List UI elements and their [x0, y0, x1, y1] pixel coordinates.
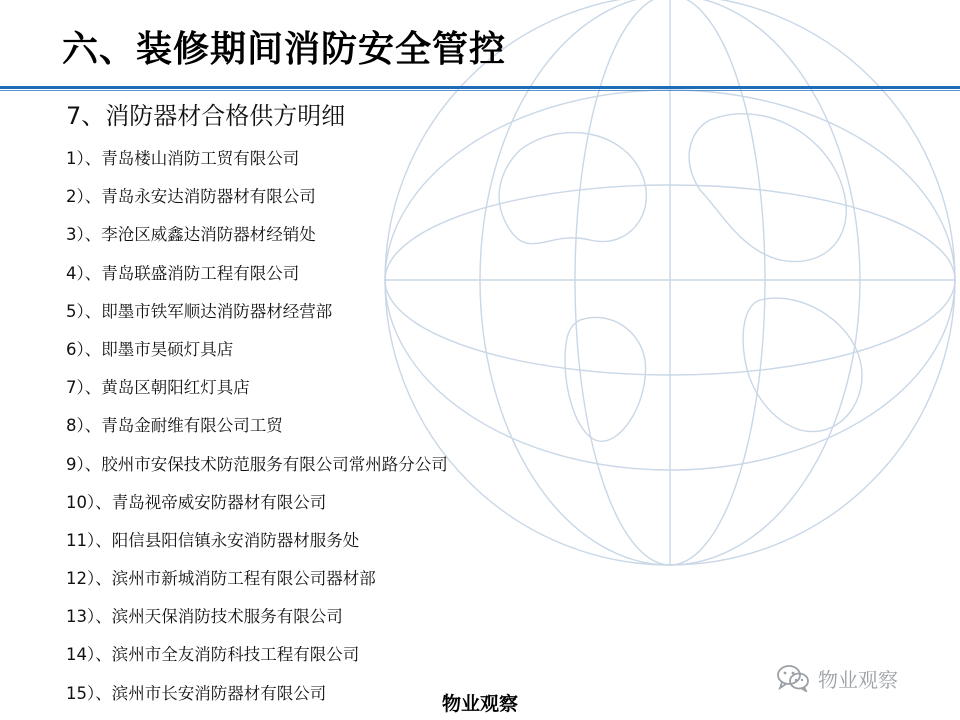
list-item: 4）、青岛联盛消防工程有限公司 — [66, 263, 300, 283]
section-heading: 7、消防器材合格供方明细 — [66, 102, 346, 130]
title-divider-thin — [0, 90, 960, 91]
list-item: 12）、滨州市新城消防工程有限公司器材部 — [66, 569, 376, 589]
list-item: 13）、滨州天保消防技术服务有限公司 — [66, 607, 343, 627]
list-item: 6）、即墨市昊硕灯具店 — [66, 339, 234, 359]
bottom-watermark: 物业观察 — [441, 693, 518, 715]
list-item: 2）、青岛永安达消防器材有限公司 — [66, 187, 316, 207]
list-item: 1）、青岛楼山消防工贸有限公司 — [66, 149, 300, 168]
list-item: 14）、滨州市全友消防科技工程有限公司 — [66, 645, 360, 665]
list-item: 5）、即墨市铁军顺达消防器材经营部 — [66, 301, 333, 321]
title-divider — [0, 86, 960, 89]
supplier-list — [66, 140, 448, 713]
list-item: 9）、胶州市安保技术防范服务有限公司常州路分公司 — [66, 454, 448, 474]
list-item: 7）、黄岛区朝阳红灯具店 — [66, 378, 250, 398]
list-item: 3）、李沧区威鑫达消防器材经销处 — [66, 225, 316, 245]
watermark-label: 物业观察 — [818, 667, 898, 692]
list-item: 15）、滨州市长安消防器材有限公司 — [66, 683, 327, 703]
slide-title: 六、装修期间消防安全管控 — [62, 29, 507, 70]
list-item: 11）、阳信县阳信镇永安消防器材服务处 — [66, 530, 360, 550]
list-item: 10）、青岛视帝威安防器材有限公司 — [66, 492, 327, 512]
list-item: 8）、青岛金耐维有限公司工贸 — [66, 416, 283, 436]
